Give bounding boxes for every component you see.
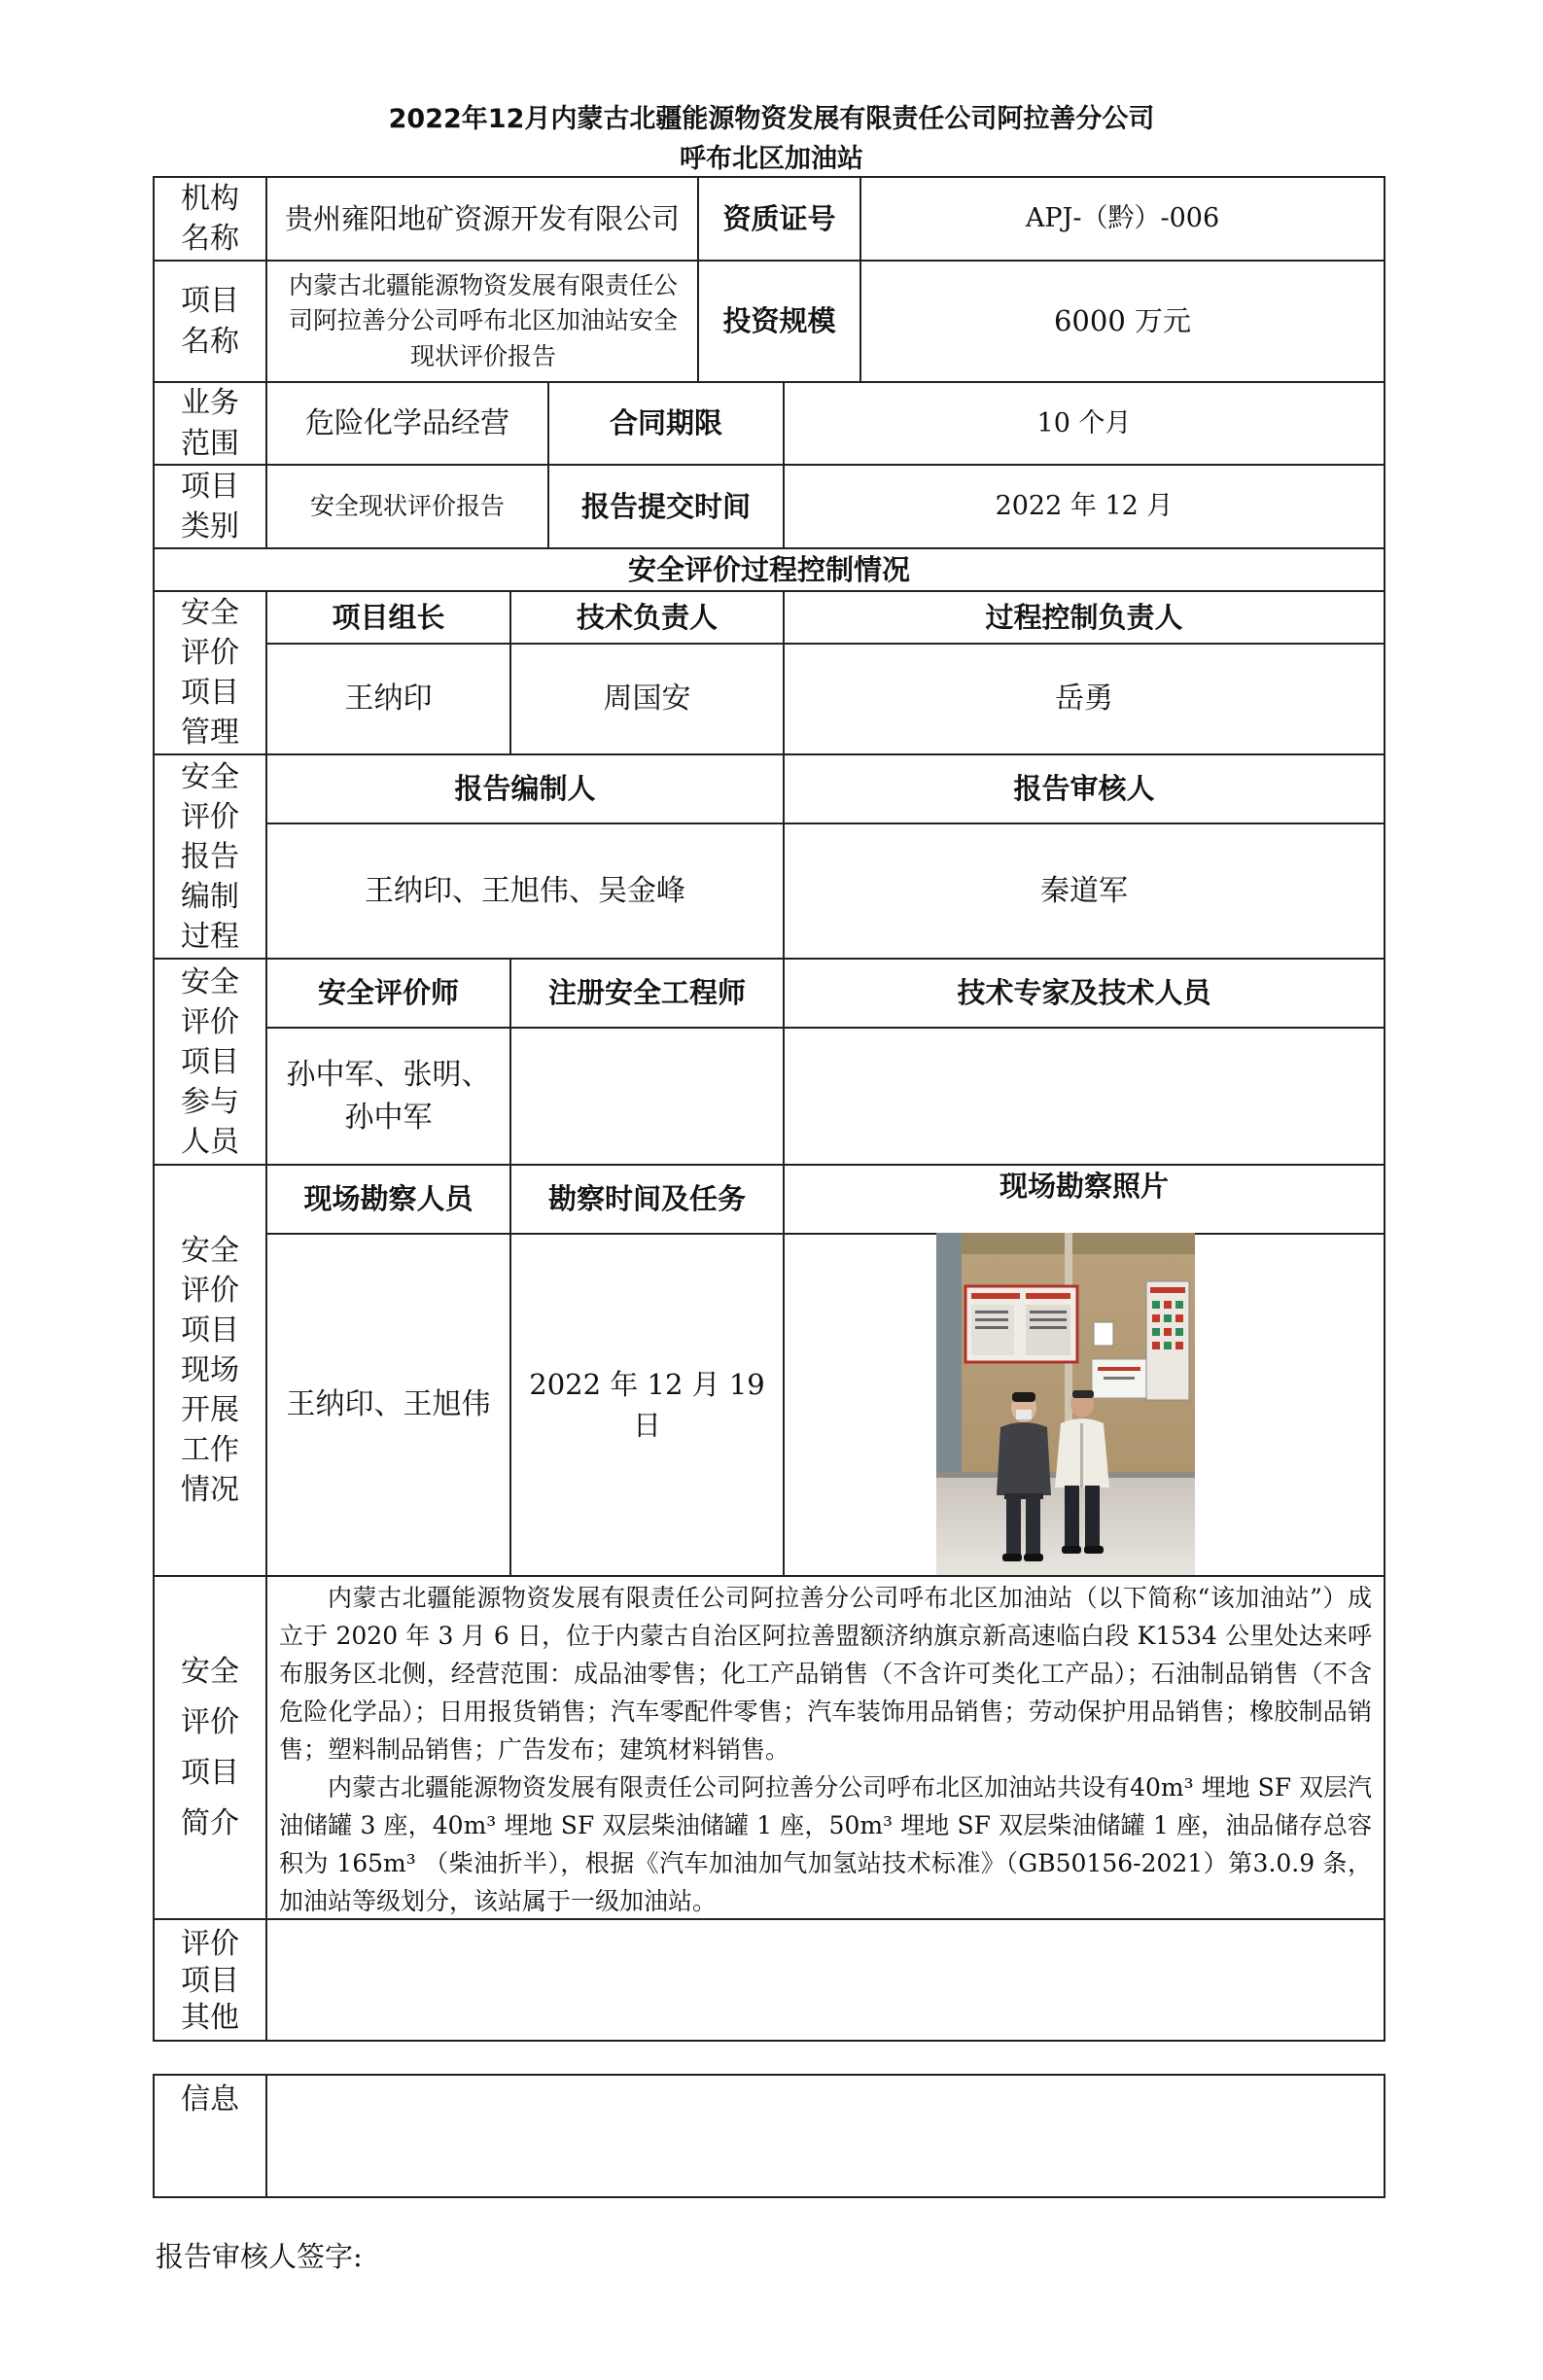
people-value-engineer bbox=[511, 1029, 783, 1164]
mgmt-label: 安全评价项目管理 bbox=[181, 596, 239, 750]
people-value-assessor: 孙中军、张明、孙中军 bbox=[286, 1058, 491, 1135]
info-label: 信息 bbox=[181, 2082, 239, 2118]
report-header-reviewer: 报告审核人 bbox=[1013, 772, 1155, 806]
people-label: 安全评价项目参与人员 bbox=[181, 964, 239, 1159]
process-section-header: 安全评价过程控制情况 bbox=[627, 552, 910, 586]
org-name-label: 机构名称 bbox=[181, 181, 239, 256]
page-title-line1: 2022年12月内蒙古北疆能源物资发展有限责任公司阿拉善分公司 bbox=[388, 104, 1155, 134]
site-header-time: 勘察时间及任务 bbox=[547, 1182, 746, 1216]
submit-time-value: 2022 年 12 月 bbox=[995, 491, 1174, 522]
other-value bbox=[267, 1920, 1384, 2042]
site-header-staff: 现场勘察人员 bbox=[303, 1182, 473, 1216]
site-value-time: 2022 年 12 月 19 日 bbox=[529, 1367, 765, 1442]
site-survey-photo bbox=[936, 1233, 1195, 1575]
investment-label: 投资规模 bbox=[722, 304, 836, 338]
reviewer-signature-label: 报告审核人签字: bbox=[156, 2240, 363, 2273]
project-name-label: 项目名称 bbox=[181, 284, 239, 359]
people-header-expert: 技术专家及技术人员 bbox=[957, 976, 1211, 1010]
contract-term-value: 10 个月 bbox=[1036, 407, 1132, 438]
project-type-label: 项目类别 bbox=[181, 469, 239, 543]
report-value-reviewer: 秦道军 bbox=[1040, 873, 1128, 908]
info-value bbox=[267, 2076, 1384, 2196]
report-value-author: 王纳印、王旭伟、吴金峰 bbox=[365, 873, 685, 908]
cert-number-value: APJ-（黔）-006 bbox=[1025, 203, 1220, 234]
site-value-staff: 王纳印、王旭伟 bbox=[286, 1387, 491, 1422]
page-title-line2: 呼布北区加油站 bbox=[680, 144, 863, 174]
submit-time-label: 报告提交时间 bbox=[580, 489, 751, 523]
mgmt-header-leader: 项目组长 bbox=[332, 600, 445, 634]
report-label: 安全评价报告编制过程 bbox=[181, 759, 239, 954]
people-header-engineer: 注册安全工程师 bbox=[547, 976, 746, 1010]
org-name-value: 贵州雍阳地矿资源开发有限公司 bbox=[284, 201, 680, 235]
site-label: 安全评价项目现场开展工作情况 bbox=[181, 1234, 239, 1507]
intro-label: 安全评价项目简介 bbox=[181, 1654, 239, 1840]
site-header-photo: 现场勘察照片 bbox=[999, 1169, 1169, 1203]
mgmt-header-tech: 技术负责人 bbox=[576, 600, 718, 634]
project-name-value: 内蒙古北疆能源物资发展有限责任公司阿拉善分公司呼布北区加油站安全现状评价报告 bbox=[288, 271, 678, 370]
business-scope-value: 危险化学品经营 bbox=[305, 405, 509, 440]
intro-paragraph-2: 内蒙古北疆能源物资发展有限责任公司阿拉善分公司呼布北区加油站共设有40m³ 埋地 SF 双层汽油储罐 3 座，40m³ 埋地 SF 双层柴油储罐 1 座，50m³ 埋地 SF 双层柴油储罐 1 座，油品储存总容积为 165m³ （柴油折半），根据《汽车加油加气加氢站技术标准》（GB50156-2021）第3.0.9 条，加油站等级划分，该站属于一级加油站。 bbox=[279, 1773, 1372, 1915]
people-value-expert bbox=[785, 1029, 1384, 1164]
report-header-author: 报告编制人 bbox=[454, 772, 596, 806]
intro-paragraph-1: 内蒙古北疆能源物资发展有限责任公司阿拉善分公司呼布北区加油站（以下简称“该加油站”）成立于 2020 年 3 月 6 日，位于内蒙古自治区阿拉善盟额济纳旗京新高速临白段 K1534 公里处达来呼布服务区北侧，经营范围：成品油零售；化工产品销售（不含许可类化工产品）；石油制品销售（不含危险化学品）；日用报货销售；汽车零配件零售；汽车装饰用品销售；劳动保护用品销售；橡胶制品销售；塑料制品销售；广告发布；建筑材料销售。 bbox=[279, 1584, 1372, 1764]
mgmt-header-control: 过程控制负责人 bbox=[985, 600, 1183, 634]
mgmt-value-tech: 周国安 bbox=[603, 682, 691, 717]
mgmt-value-leader: 王纳印 bbox=[344, 682, 433, 717]
intro-text bbox=[279, 1579, 1372, 1920]
contract-term-label: 合同期限 bbox=[609, 406, 722, 440]
project-type-value: 安全现状评价报告 bbox=[309, 491, 505, 520]
mgmt-value-control: 岳勇 bbox=[1055, 682, 1113, 717]
people-header-assessor: 安全评价师 bbox=[317, 976, 459, 1010]
investment-value: 6000 万元 bbox=[1053, 304, 1192, 338]
cert-number-label: 资质证号 bbox=[722, 201, 836, 235]
business-scope-label: 业务范围 bbox=[181, 386, 239, 461]
other-label: 评价项目其他 bbox=[181, 1926, 239, 2035]
